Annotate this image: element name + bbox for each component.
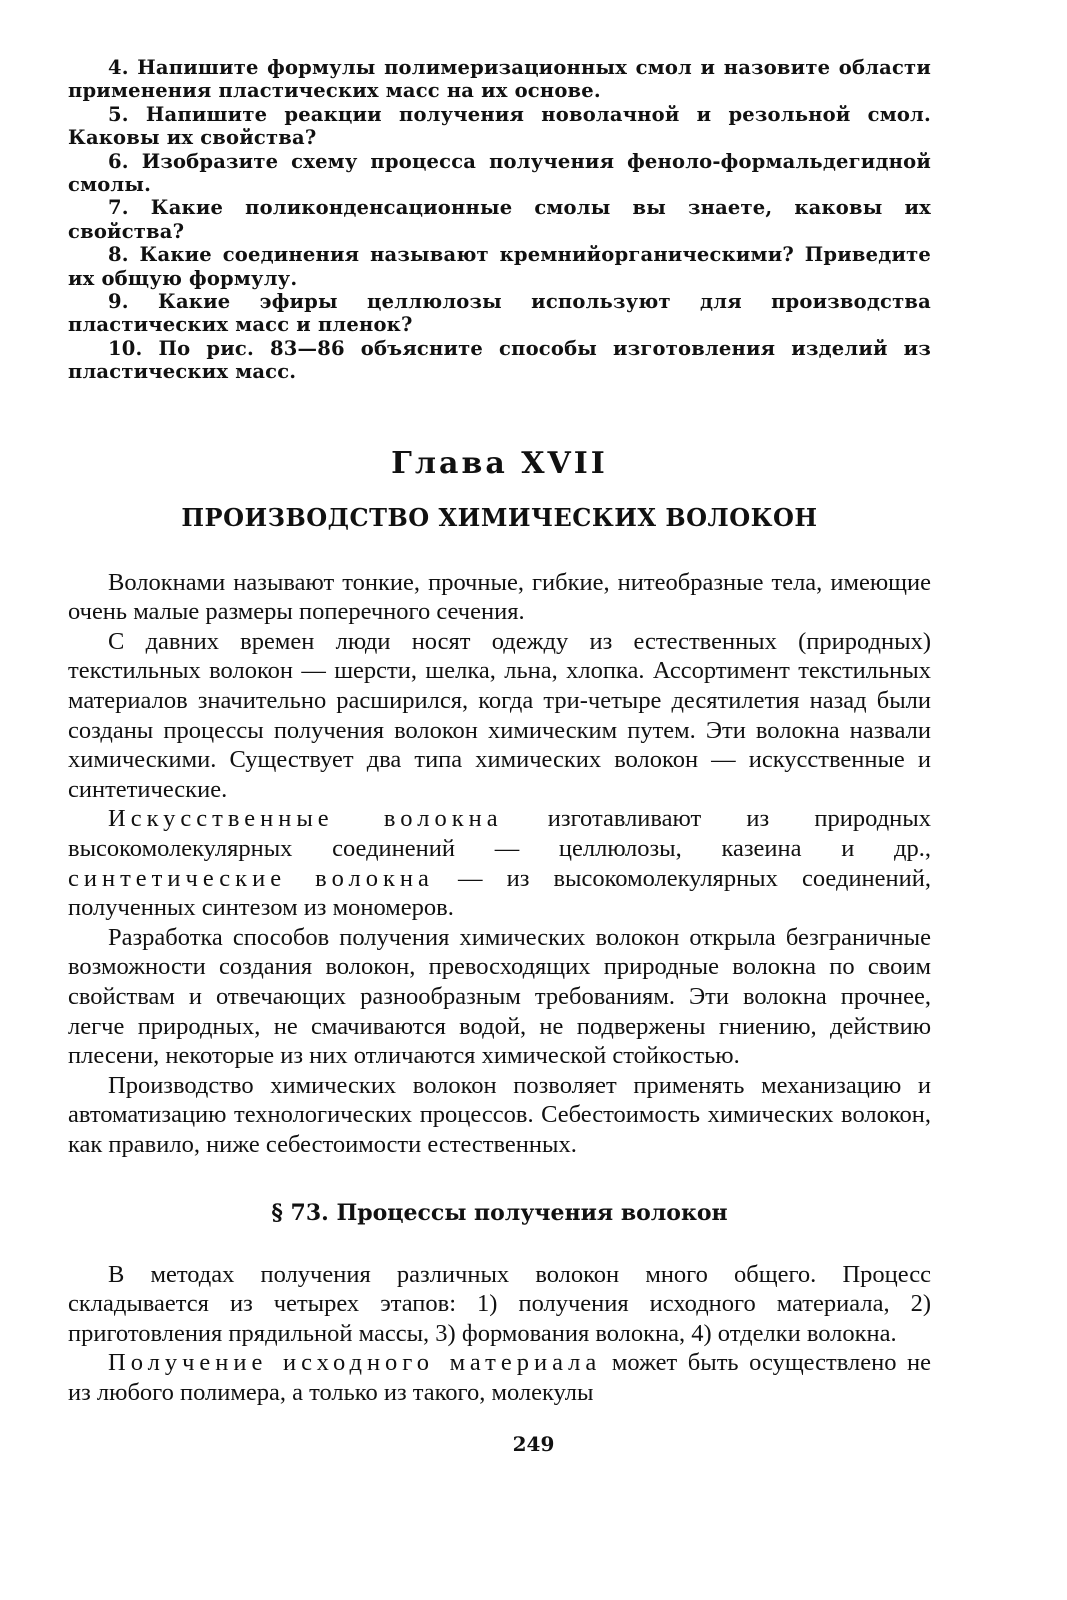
paragraph-text: может быть осуществлено не из любого полимера, а только из такого, молекулы: [68, 1349, 932, 1406]
paragraph: [68, 804, 931, 922]
chapter-title: ПРОИЗВОДСТВО ХИМИЧЕСКИХ ВОЛОКОН: [181, 502, 818, 532]
chapter-body: [68, 568, 931, 1160]
question-4: 4. Напишите формулы полимеризационных смол и назовите области применения пластических масс на их основе.: [68, 56, 931, 103]
paragraph: [68, 1348, 931, 1407]
spaced-term: Получение исходного материала: [108, 1349, 602, 1377]
page-number: 249: [512, 1432, 555, 1456]
spaced-term: синтетические волокна: [68, 864, 434, 892]
chapter-number: Глава XVII: [391, 445, 608, 481]
spaced-term: Искусственные волокна: [108, 805, 503, 833]
question-10: 10. По рис. 83—86 объясните способы изготовления изделий из пластических масс.: [68, 336, 931, 384]
paragraph-text: — из высокомолекулярных соединений, полученных синтезом из мономеров.: [68, 864, 931, 922]
question-5: 5. Напишите реакции получения новолачной и резольной смол. Каковы их свойства?: [68, 102, 931, 150]
question-6: 6. Изобразите схему процесса получения феноло-формальдегидной смолы.: [68, 149, 931, 197]
section-body: [68, 1260, 931, 1408]
section-title: § 73. Процессы получения волокон: [271, 1199, 728, 1226]
question-8: 8. Какие соединения называют кремнийорганическими? Приведите их общую формулу.: [68, 243, 931, 290]
review-questions: [68, 56, 931, 384]
paragraph: Разработка способов получения химических волокон открыла безграничные возможности создания волокон, превосходящих природные волокна по своим свойствам и отвечающих разнообразным требованиям. Эти волокна прочнее, легче природных, не смачиваются водой, не подвержены гниению, действию плесени, некоторые из них отличаются химической стойкостью.: [68, 923, 931, 1070]
paragraph: Волокнами называют тонкие, прочные, гибкие, нитеобразные тела, имеющие очень малые размеры поперечного сечения.: [68, 568, 931, 626]
paragraph: В методах получения различных волокон много общего. Процесс складывается из четырех этапов: 1) получения исходного материала, 2) приготовления прядильной массы, 3) формования волокна, 4) отделки волокна.: [68, 1260, 931, 1347]
paragraph: С давних времен люди носят одежду из естественных (природных) текстильных волокон — шерсти, шелка, льна, хлопка. Ассортимент текстильных материалов значительно расширился, когда три-четыре десятилетия назад были созданы процессы получения волокон химическим путем. Эти волокна назвали химическими. Существует два типа химических волокон — искусственные и синтетические.: [68, 627, 931, 803]
paragraph: Производство химических волокон позволяет применять механизацию и автоматизацию технологических процессов. Себестоимость химических волокон, как правило, ниже себестоимости естественных.: [68, 1071, 931, 1158]
question-7: 7. Какие поликонденсационные смолы вы знаете, каковы их свойства?: [68, 196, 931, 243]
question-9: 9. Какие эфиры целлюлозы используют для производства пластических масс и пленок?: [68, 290, 931, 337]
paragraph-text: изготавливают из природных высокомолекулярных соединений — целлюлозы, казеина и др.,: [68, 805, 931, 863]
